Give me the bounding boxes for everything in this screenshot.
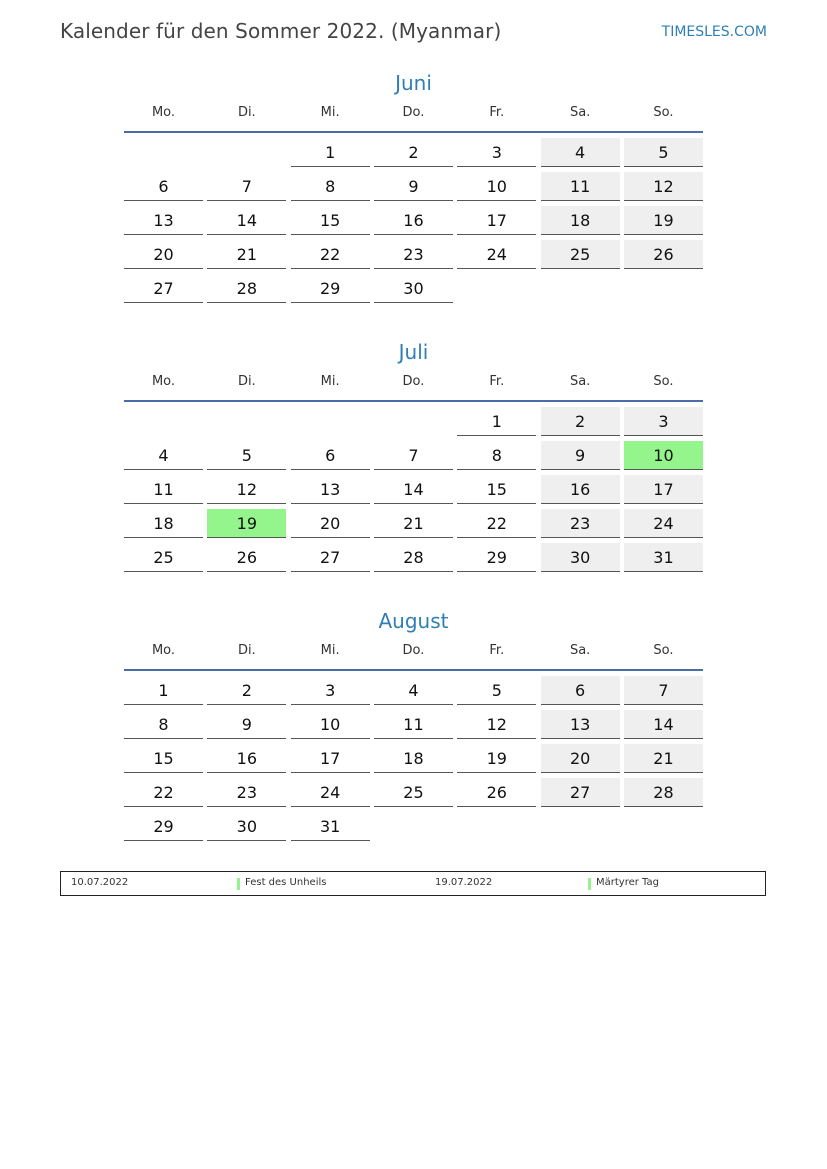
day-cell: 26 [457,778,536,807]
empty-day-cell [291,407,370,436]
month-name: Juni [395,71,432,95]
day-cell: 1 [124,676,203,705]
day-cell: 18 [541,206,620,235]
day-cell: 9 [374,172,453,201]
day-cell: 2 [374,138,453,167]
day-cell: 12 [624,172,703,201]
page-title: Kalender für den Sommer 2022. (Myanmar) [60,19,502,43]
day-cell: 19 [624,206,703,235]
day-cell: 27 [541,778,620,807]
day-cell: 4 [541,138,620,167]
day-cell: 31 [291,812,370,841]
site-link[interactable]: TIMESLES.COM [661,24,767,40]
day-cell: 3 [624,407,703,436]
day-cell: 5 [624,138,703,167]
weekday-label: Do. [402,374,425,389]
day-cell: 5 [457,676,536,705]
day-cell: 3 [457,138,536,167]
day-cell: 11 [541,172,620,201]
day-cell: 14 [624,710,703,739]
day-cell: 24 [457,240,536,269]
day-cell: 29 [457,543,536,572]
day-cell: 12 [457,710,536,739]
day-cell: 6 [124,172,203,201]
weekday-header-row [124,373,703,391]
day-cell: 2 [207,676,286,705]
day-cell: 26 [624,240,703,269]
day-cell: 8 [457,441,536,470]
day-grid [124,407,703,572]
day-cell: 27 [291,543,370,572]
holiday-legend [60,871,766,896]
weekday-label: So. [653,374,674,389]
header-divider [124,400,703,402]
day-cell: 19 [457,744,536,773]
day-cell: 21 [207,240,286,269]
day-cell: 13 [541,710,620,739]
day-cell: 25 [124,543,203,572]
weekday-label: Mo. [151,643,176,658]
day-cell: 11 [124,475,203,504]
empty-day-cell [124,407,203,436]
weekday-label: Mi. [320,374,340,389]
empty-day-cell [207,138,286,167]
month-name: Juli [398,340,429,364]
day-cell: 29 [291,274,370,303]
empty-day-cell [124,138,203,167]
day-cell: 9 [207,710,286,739]
day-cell: 18 [374,744,453,773]
weekday-label: Di. [237,374,256,389]
legend-name-2: Märtyrer Tag [596,877,659,888]
day-cell: 28 [207,274,286,303]
day-cell: 17 [457,206,536,235]
weekday-header-row [124,104,703,122]
day-cell: 13 [291,475,370,504]
day-cell: 17 [624,475,703,504]
day-cell: 30 [374,274,453,303]
legend-color-marker-2 [588,878,591,890]
weekday-label: So. [653,643,674,658]
legend-date-1: 10.07.2022 [71,877,129,888]
day-cell: 6 [541,676,620,705]
day-cell: 24 [624,509,703,538]
weekday-label: Sa. [569,105,591,120]
holiday-day-cell: 10 [624,441,703,470]
day-cell: 15 [291,206,370,235]
day-cell: 23 [207,778,286,807]
day-cell: 28 [624,778,703,807]
day-cell: 1 [291,138,370,167]
day-cell: 16 [374,206,453,235]
month-name: August [378,609,449,633]
day-cell: 25 [541,240,620,269]
header-divider [124,669,703,671]
weekday-label: Fr. [489,105,505,120]
day-cell: 30 [541,543,620,572]
day-cell: 20 [124,240,203,269]
day-cell: 8 [291,172,370,201]
weekday-label: Mi. [320,105,340,120]
day-cell: 7 [374,441,453,470]
day-cell: 23 [374,240,453,269]
weekday-label: Fr. [489,374,505,389]
weekday-header-row [124,642,703,660]
day-cell: 26 [207,543,286,572]
day-cell: 21 [624,744,703,773]
day-cell: 14 [374,475,453,504]
day-cell: 28 [374,543,453,572]
empty-day-cell [207,407,286,436]
day-grid [124,138,703,303]
day-cell: 10 [291,710,370,739]
empty-day-cell [374,407,453,436]
day-cell: 16 [541,475,620,504]
day-cell: 27 [124,274,203,303]
legend-color-marker-1 [237,878,240,890]
weekday-label: Mi. [320,643,340,658]
weekday-label: Fr. [489,643,505,658]
day-cell: 6 [291,441,370,470]
day-cell: 4 [374,676,453,705]
day-cell: 25 [374,778,453,807]
day-cell: 20 [291,509,370,538]
day-cell: 4 [124,441,203,470]
weekday-label: Di. [237,105,256,120]
day-cell: 3 [291,676,370,705]
month-calendar [124,606,703,841]
day-cell: 30 [207,812,286,841]
legend-name-1: Fest des Unheils [245,877,327,888]
month-calendar [124,337,703,572]
day-cell: 7 [207,172,286,201]
header-divider [124,131,703,133]
day-cell: 15 [124,744,203,773]
day-cell: 17 [291,744,370,773]
day-cell: 13 [124,206,203,235]
legend-date-2: 19.07.2022 [435,877,493,888]
day-cell: 16 [207,744,286,773]
day-cell: 12 [207,475,286,504]
weekday-label: Sa. [569,374,591,389]
weekday-label: Mo. [151,374,176,389]
day-cell: 8 [124,710,203,739]
day-grid [124,676,703,841]
weekday-label: Mo. [151,105,176,120]
day-cell: 7 [624,676,703,705]
day-cell: 10 [457,172,536,201]
day-cell: 22 [291,240,370,269]
day-cell: 2 [541,407,620,436]
day-cell: 29 [124,812,203,841]
holiday-day-cell: 19 [207,509,286,538]
day-cell: 20 [541,744,620,773]
day-cell: 22 [124,778,203,807]
weekday-label: Do. [402,643,425,658]
day-cell: 15 [457,475,536,504]
weekday-label: Do. [402,105,425,120]
weekday-label: Sa. [569,643,591,658]
day-cell: 18 [124,509,203,538]
month-calendar [124,68,703,303]
day-cell: 21 [374,509,453,538]
day-cell: 24 [291,778,370,807]
day-cell: 22 [457,509,536,538]
day-cell: 5 [207,441,286,470]
day-cell: 31 [624,543,703,572]
day-cell: 23 [541,509,620,538]
weekday-label: Di. [237,643,256,658]
day-cell: 11 [374,710,453,739]
day-cell: 9 [541,441,620,470]
day-cell: 14 [207,206,286,235]
weekday-label: So. [653,105,674,120]
day-cell: 1 [457,407,536,436]
